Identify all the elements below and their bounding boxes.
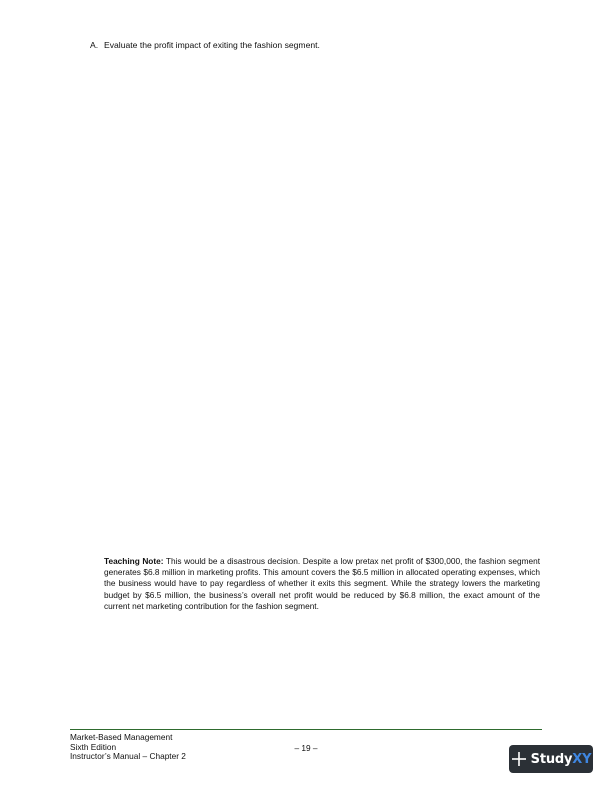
page-number: – 19 – [294,743,318,753]
brand-name-study: Study [530,751,573,767]
question-text: Evaluate the profit impact of exiting the fashion segment. [104,40,320,50]
plus-icon [511,751,527,767]
brand-name-xy: XY [572,751,592,767]
studyxy-logo[interactable] [509,745,593,773]
footer-book-title: Market-Based Management [70,732,173,742]
teaching-note [104,556,540,612]
footer-manual: Instructor’s Manual – Chapter 2 [70,751,186,762]
footer-info [70,733,186,762]
question [90,40,320,51]
teaching-note-text: This would be a disastrous decision. Despite a low pretax net profit of $300,000, the fashion segment generates $6.8 million in marketing profits. This amount covers the $6.5 million in allocated operating expenses, which the business would have to pay regardless of whether it exits this segment. While the strategy lowers the marketing budget by $6.5 million, the business’s overall net profit would be reduced by $6.8 million, the exact amount of the current net marketing contribution for the fashion segment. [104,556,541,611]
footer-divider [70,729,542,730]
question-letter: A. [90,40,99,50]
brand-wordmark [531,752,592,767]
footer-edition: Sixth Edition [70,741,117,752]
teaching-note-label: Teaching Note: [104,556,164,566]
